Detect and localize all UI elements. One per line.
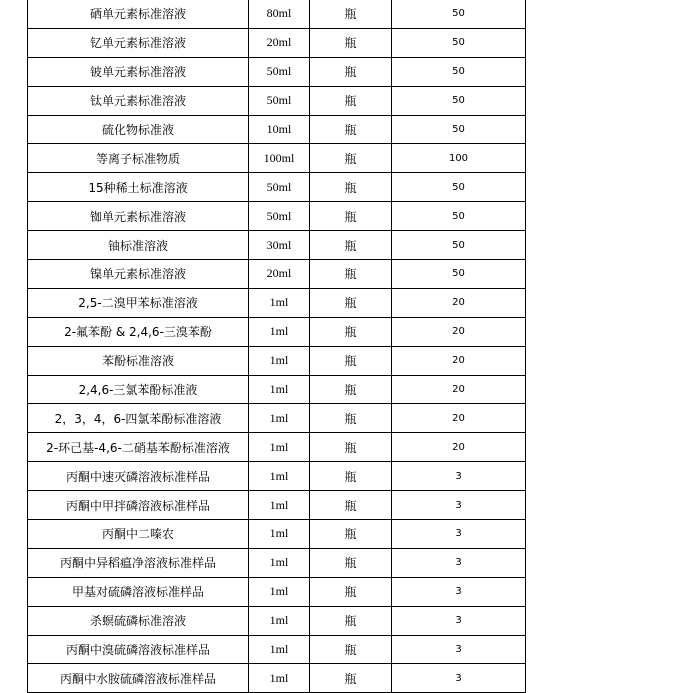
quantity-cell: 50 — [392, 0, 526, 28]
quantity-cell: 20 — [392, 433, 526, 462]
table-row — [28, 260, 526, 289]
unit-cell: 瓶 — [310, 577, 392, 606]
volume-cell: 1ml — [249, 635, 310, 664]
standard-solution-table — [27, 0, 526, 693]
product-name-cell: 2,4,6-三氯苯酚标准液 — [28, 375, 249, 404]
table-row — [28, 288, 526, 317]
quantity-cell: 20 — [392, 346, 526, 375]
volume-cell: 1ml — [249, 288, 310, 317]
product-name-cell: 丙酮中溴硫磷溶液标准样品 — [28, 635, 249, 664]
unit-cell: 瓶 — [310, 260, 392, 289]
unit-cell: 瓶 — [310, 144, 392, 173]
volume-cell: 1ml — [249, 462, 310, 491]
table-row — [28, 0, 526, 28]
table-row — [28, 491, 526, 520]
table-row — [28, 520, 526, 549]
quantity-cell: 20 — [392, 404, 526, 433]
document-page — [27, 0, 526, 693]
volume-cell: 80ml — [249, 0, 310, 28]
volume-cell: 50ml — [249, 202, 310, 231]
unit-cell: 瓶 — [310, 433, 392, 462]
unit-cell: 瓶 — [310, 520, 392, 549]
table-row — [28, 548, 526, 577]
volume-cell: 1ml — [249, 433, 310, 462]
table-row — [28, 346, 526, 375]
table-row — [28, 173, 526, 202]
volume-cell: 50ml — [249, 57, 310, 86]
product-name-cell: 15种稀土标准溶液 — [28, 173, 249, 202]
quantity-cell: 3 — [392, 548, 526, 577]
table-row — [28, 433, 526, 462]
volume-cell: 20ml — [249, 28, 310, 57]
volume-cell: 1ml — [249, 346, 310, 375]
product-name-cell: 铀标准溶液 — [28, 231, 249, 260]
unit-cell: 瓶 — [310, 231, 392, 260]
table-row — [28, 57, 526, 86]
table-row — [28, 375, 526, 404]
table-row — [28, 606, 526, 635]
volume-cell: 1ml — [249, 317, 310, 346]
table-row — [28, 231, 526, 260]
unit-cell: 瓶 — [310, 317, 392, 346]
table-row — [28, 86, 526, 115]
quantity-cell: 20 — [392, 317, 526, 346]
volume-cell: 1ml — [249, 375, 310, 404]
quantity-cell: 3 — [392, 520, 526, 549]
table-row — [28, 144, 526, 173]
product-name-cell: 丙酮中二嗪农 — [28, 520, 249, 549]
quantity-cell: 20 — [392, 288, 526, 317]
volume-cell: 1ml — [249, 404, 310, 433]
table-row — [28, 115, 526, 144]
unit-cell: 瓶 — [310, 462, 392, 491]
product-name-cell: 丙酮中异稻瘟净溶液标准样品 — [28, 548, 249, 577]
product-name-cell: 苯酚标准溶液 — [28, 346, 249, 375]
table-row — [28, 404, 526, 433]
volume-cell: 1ml — [249, 606, 310, 635]
table-row — [28, 202, 526, 231]
table-row — [28, 577, 526, 606]
quantity-cell: 3 — [392, 462, 526, 491]
product-name-cell: 钛单元素标准溶液 — [28, 86, 249, 115]
table-body — [28, 0, 526, 693]
volume-cell: 20ml — [249, 260, 310, 289]
product-name-cell: 甲基对硫磷溶液标准样品 — [28, 577, 249, 606]
quantity-cell: 50 — [392, 202, 526, 231]
volume-cell: 1ml — [249, 664, 310, 693]
unit-cell: 瓶 — [310, 635, 392, 664]
quantity-cell: 50 — [392, 173, 526, 202]
volume-cell: 50ml — [249, 86, 310, 115]
quantity-cell: 50 — [392, 260, 526, 289]
product-name-cell: 2，3，4，6-四氯苯酚标准溶液 — [28, 404, 249, 433]
product-name-cell: 硒单元素标准溶液 — [28, 0, 249, 28]
volume-cell: 1ml — [249, 520, 310, 549]
product-name-cell: 铷单元素标准溶液 — [28, 202, 249, 231]
product-name-cell: 丙酮中水胺硫磷溶液标准样品 — [28, 664, 249, 693]
unit-cell: 瓶 — [310, 115, 392, 144]
quantity-cell: 50 — [392, 86, 526, 115]
quantity-cell: 50 — [392, 115, 526, 144]
volume-cell: 30ml — [249, 231, 310, 260]
table-row — [28, 317, 526, 346]
volume-cell: 50ml — [249, 173, 310, 202]
quantity-cell: 3 — [392, 664, 526, 693]
unit-cell: 瓶 — [310, 28, 392, 57]
product-name-cell: 丙酮中速灭磷溶液标准样品 — [28, 462, 249, 491]
unit-cell: 瓶 — [310, 173, 392, 202]
table-row — [28, 635, 526, 664]
quantity-cell: 3 — [392, 606, 526, 635]
quantity-cell: 50 — [392, 57, 526, 86]
quantity-cell: 100 — [392, 144, 526, 173]
product-name-cell: 钇单元素标准溶液 — [28, 28, 249, 57]
quantity-cell: 50 — [392, 231, 526, 260]
unit-cell: 瓶 — [310, 548, 392, 577]
product-name-cell: 杀螟硫磷标准溶液 — [28, 606, 249, 635]
table-row — [28, 664, 526, 693]
product-name-cell: 硫化物标准液 — [28, 115, 249, 144]
product-name-cell: 丙酮中甲拌磷溶液标准样品 — [28, 491, 249, 520]
unit-cell: 瓶 — [310, 404, 392, 433]
table-row — [28, 462, 526, 491]
product-name-cell: 铍单元素标准溶液 — [28, 57, 249, 86]
quantity-cell: 20 — [392, 375, 526, 404]
quantity-cell: 3 — [392, 635, 526, 664]
volume-cell: 100ml — [249, 144, 310, 173]
table-row — [28, 28, 526, 57]
quantity-cell: 3 — [392, 491, 526, 520]
unit-cell: 瓶 — [310, 57, 392, 86]
unit-cell: 瓶 — [310, 375, 392, 404]
quantity-cell: 3 — [392, 577, 526, 606]
unit-cell: 瓶 — [310, 606, 392, 635]
unit-cell: 瓶 — [310, 0, 392, 28]
unit-cell: 瓶 — [310, 346, 392, 375]
volume-cell: 1ml — [249, 548, 310, 577]
unit-cell: 瓶 — [310, 288, 392, 317]
unit-cell: 瓶 — [310, 491, 392, 520]
product-name-cell: 2-环己基-4,6-二硝基苯酚标准溶液 — [28, 433, 249, 462]
volume-cell: 1ml — [249, 577, 310, 606]
unit-cell: 瓶 — [310, 664, 392, 693]
product-name-cell: 镍单元素标准溶液 — [28, 260, 249, 289]
volume-cell: 1ml — [249, 491, 310, 520]
product-name-cell: 2,5-二溴甲苯标准溶液 — [28, 288, 249, 317]
product-name-cell: 2-氟苯酚 & 2,4,6-三溴苯酚 — [28, 317, 249, 346]
volume-cell: 10ml — [249, 115, 310, 144]
unit-cell: 瓶 — [310, 202, 392, 231]
quantity-cell: 50 — [392, 28, 526, 57]
product-name-cell: 等离子标准物质 — [28, 144, 249, 173]
unit-cell: 瓶 — [310, 86, 392, 115]
